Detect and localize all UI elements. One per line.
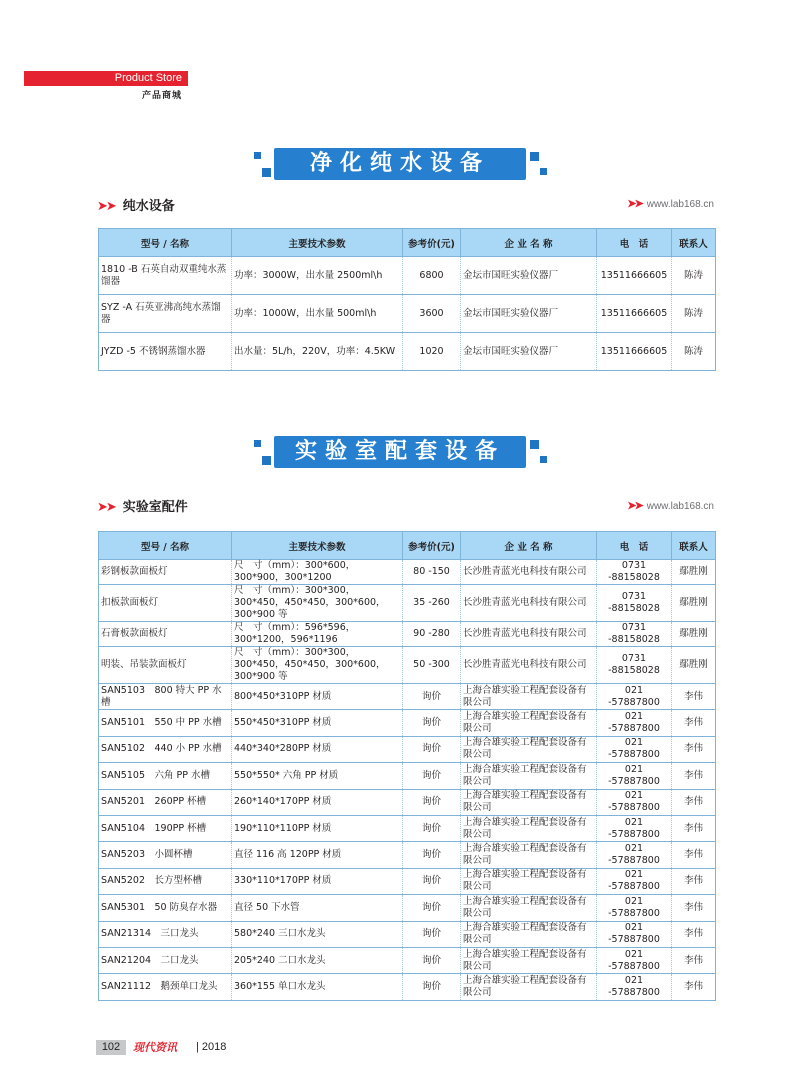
company-cell: 上海合雄实验工程配套设备有限公司: [461, 763, 597, 789]
table-row: [99, 842, 716, 868]
table-row: [99, 560, 716, 585]
spec-cell: 直径 50 下水管: [232, 895, 403, 921]
price-cell: 询价: [403, 842, 461, 868]
contact-cell: 陈涛: [672, 333, 716, 371]
model-name-cell: SAN5102 440 小 PP 水槽: [99, 736, 232, 762]
arrows-icon: ➤➤: [627, 500, 642, 512]
company-cell: 长沙胜青蓝光电科技有限公司: [461, 622, 597, 647]
spec-cell: 190*110*110PP 材质: [232, 815, 403, 841]
contact-cell: 李伟: [672, 684, 716, 710]
contact-cell: 李伟: [672, 736, 716, 762]
table-row: [99, 295, 716, 333]
phone-cell: 021 -57887800: [597, 710, 672, 736]
model-name-cell: SAN21314 三口龙头: [99, 921, 232, 947]
column-header: 型号 / 名称: [99, 532, 232, 560]
contact-cell: 李伟: [672, 815, 716, 841]
company-cell: 上海合雄实验工程配套设备有限公司: [461, 736, 597, 762]
company-cell: 上海合雄实验工程配套设备有限公司: [461, 842, 597, 868]
header-title: Product Store: [114, 72, 182, 84]
column-header: 企 业 名 称: [461, 532, 597, 560]
column-header: 参考价(元): [403, 532, 461, 560]
price-cell: 1020: [403, 333, 461, 371]
banner-title: 实验室配套设备: [274, 436, 526, 468]
company-cell: 上海合雄实验工程配套设备有限公司: [461, 868, 597, 894]
price-cell: 询价: [403, 763, 461, 789]
contact-cell: 李伟: [672, 947, 716, 973]
table-row: [99, 921, 716, 947]
spec-cell: 出水量：5L/h，220V，功率：4.5KW: [232, 333, 403, 371]
company-cell: 上海合雄实验工程配套设备有限公司: [461, 921, 597, 947]
phone-cell: 13511666605: [597, 257, 672, 295]
banner-title: 净化纯水设备: [274, 148, 526, 180]
spec-cell: 550*450*310PP 材质: [232, 710, 403, 736]
spec-cell: 尺 寸（mm）：596*596，300*1200，596*1196: [232, 622, 403, 647]
arrows-icon: ➤➤: [97, 199, 115, 214]
table-header-row: [99, 532, 716, 560]
phone-cell: 021 -57887800: [597, 947, 672, 973]
phone-cell: 021 -57887800: [597, 789, 672, 815]
section-title-2: ➤➤ 实验室配件: [97, 500, 188, 515]
product-table-2: [98, 531, 716, 1001]
model-name-cell: SAN5301 50 防臭存水器: [99, 895, 232, 921]
model-name-cell: 扣板款面板灯: [99, 585, 232, 622]
table-row: [99, 947, 716, 973]
model-name-cell: JYZD -5 不锈钢蒸馏水器: [99, 333, 232, 371]
price-cell: 询价: [403, 947, 461, 973]
column-header: 参考价(元): [403, 229, 461, 257]
phone-cell: 0731 -88158028: [597, 622, 672, 647]
phone-cell: 0731 -88158028: [597, 647, 672, 684]
model-name-cell: SAN5203 小圆杯槽: [99, 842, 232, 868]
table-row: [99, 684, 716, 710]
contact-cell: 李伟: [672, 763, 716, 789]
section-title-1: ➤➤ 纯水设备: [97, 199, 175, 214]
model-name-cell: SAN5101 550 中 PP 水槽: [99, 710, 232, 736]
model-name-cell: SAN21112 鹅颈单口龙头: [99, 974, 232, 1000]
spec-cell: 550*550* 六角 PP 材质: [232, 763, 403, 789]
company-cell: 长沙胜青蓝光电科技有限公司: [461, 560, 597, 585]
model-name-cell: 彩钢板款面板灯: [99, 560, 232, 585]
company-cell: 上海合雄实验工程配套设备有限公司: [461, 895, 597, 921]
contact-cell: 李伟: [672, 710, 716, 736]
table-row: [99, 710, 716, 736]
price-cell: 询价: [403, 789, 461, 815]
price-cell: 50 -300: [403, 647, 461, 684]
contact-cell: 李伟: [672, 921, 716, 947]
spec-cell: 360*155 单口水龙头: [232, 974, 403, 1000]
model-name-cell: SYZ -A 石英亚沸高纯水蒸馏器: [99, 295, 232, 333]
model-name-cell: SAN5103 800 特大 PP 水槽: [99, 684, 232, 710]
product-table-1: [98, 228, 716, 371]
phone-cell: 021 -57887800: [597, 974, 672, 1000]
contact-cell: 陈涛: [672, 257, 716, 295]
spec-cell: 尺 寸（mm）：300*300，300*450，450*450，300*600，300*900 等: [232, 585, 403, 622]
column-header: 电 话: [597, 532, 672, 560]
table-row: [99, 763, 716, 789]
spec-cell: 功率：3000W，出水量 2500ml\h: [232, 257, 403, 295]
company-cell: 上海合雄实验工程配套设备有限公司: [461, 710, 597, 736]
price-cell: 35 -260: [403, 585, 461, 622]
column-header: 企 业 名 称: [461, 229, 597, 257]
table-row: [99, 868, 716, 894]
spec-cell: 800*450*310PP 材质: [232, 684, 403, 710]
magazine-name: 现代资讯: [133, 1041, 177, 1054]
price-cell: 90 -280: [403, 622, 461, 647]
spec-cell: 直径 116 高 120PP 材质: [232, 842, 403, 868]
table-row: [99, 789, 716, 815]
model-name-cell: SAN5202 长方型杯槽: [99, 868, 232, 894]
phone-cell: 021 -57887800: [597, 736, 672, 762]
table-header-row: [99, 229, 716, 257]
phone-cell: 0731 -88158028: [597, 585, 672, 622]
table-row: [99, 736, 716, 762]
column-header: 联系人: [672, 229, 716, 257]
column-header: 型号 / 名称: [99, 229, 232, 257]
spec-cell: 260*140*170PP 材质: [232, 789, 403, 815]
phone-cell: 021 -57887800: [597, 684, 672, 710]
company-cell: 上海合雄实验工程配套设备有限公司: [461, 815, 597, 841]
page-number: 102: [96, 1040, 126, 1055]
price-cell: 询价: [403, 868, 461, 894]
site-link-2[interactable]: ➤➤ www.lab168.cn: [627, 500, 714, 512]
company-cell: 金坛市国旺实验仪器厂: [461, 257, 597, 295]
contact-cell: 李伟: [672, 842, 716, 868]
phone-cell: 13511666605: [597, 333, 672, 371]
company-cell: 长沙胜青蓝光电科技有限公司: [461, 585, 597, 622]
table-row: [99, 257, 716, 295]
phone-cell: 021 -57887800: [597, 921, 672, 947]
contact-cell: 李伟: [672, 974, 716, 1000]
company-cell: 上海合雄实验工程配套设备有限公司: [461, 684, 597, 710]
price-cell: 80 -150: [403, 560, 461, 585]
table-row: [99, 974, 716, 1000]
model-name-cell: SAN5105 六角 PP 水槽: [99, 763, 232, 789]
table-row: [99, 585, 716, 622]
header-bar: [24, 71, 188, 86]
table-row: [99, 622, 716, 647]
contact-cell: 陈涛: [672, 295, 716, 333]
contact-cell: 李伟: [672, 868, 716, 894]
company-cell: 金坛市国旺实验仪器厂: [461, 295, 597, 333]
price-cell: 询价: [403, 974, 461, 1000]
price-cell: 询价: [403, 710, 461, 736]
column-header: 电 话: [597, 229, 672, 257]
section-banner-2: [250, 434, 550, 470]
company-cell: 长沙胜青蓝光电科技有限公司: [461, 647, 597, 684]
spec-cell: 尺 寸（mm）：300*600，300*900，300*1200: [232, 560, 403, 585]
phone-cell: 021 -57887800: [597, 868, 672, 894]
model-name-cell: SAN5104 190PP 杯槽: [99, 815, 232, 841]
spec-cell: 330*110*170PP 材质: [232, 868, 403, 894]
price-cell: 询价: [403, 736, 461, 762]
price-cell: 3600: [403, 295, 461, 333]
arrows-icon: ➤➤: [627, 198, 642, 210]
contact-cell: 鄢胜刚: [672, 622, 716, 647]
spec-cell: 440*340*280PP 材质: [232, 736, 403, 762]
phone-cell: 021 -57887800: [597, 815, 672, 841]
contact-cell: 鄢胜刚: [672, 647, 716, 684]
company-cell: 上海合雄实验工程配套设备有限公司: [461, 947, 597, 973]
section-banner-1: [250, 146, 550, 182]
phone-cell: 021 -57887800: [597, 895, 672, 921]
phone-cell: 021 -57887800: [597, 842, 672, 868]
company-cell: 上海合雄实验工程配套设备有限公司: [461, 974, 597, 1000]
model-name-cell: SAN21204 二口龙头: [99, 947, 232, 973]
price-cell: 询价: [403, 921, 461, 947]
price-cell: 询价: [403, 684, 461, 710]
contact-cell: 鄢胜刚: [672, 585, 716, 622]
column-header: 主要技术参数: [232, 532, 403, 560]
spec-cell: 功率：1000W，出水量 500ml\h: [232, 295, 403, 333]
model-name-cell: 1810 -B 石英自动双重纯水蒸馏器: [99, 257, 232, 295]
company-cell: 金坛市国旺实验仪器厂: [461, 333, 597, 371]
phone-cell: 0731 -88158028: [597, 560, 672, 585]
table-row: [99, 815, 716, 841]
contact-cell: 李伟: [672, 895, 716, 921]
company-cell: 上海合雄实验工程配套设备有限公司: [461, 789, 597, 815]
footer-year: | 2018: [196, 1041, 227, 1053]
table-row: [99, 647, 716, 684]
header-subtitle: 产品商城: [141, 91, 182, 101]
arrows-icon: ➤➤: [97, 500, 115, 515]
contact-cell: 鄢胜刚: [672, 560, 716, 585]
site-link-1[interactable]: ➤➤ www.lab168.cn: [627, 198, 714, 210]
price-cell: 询价: [403, 895, 461, 921]
phone-cell: 13511666605: [597, 295, 672, 333]
table-row: [99, 895, 716, 921]
spec-cell: 580*240 三口水龙头: [232, 921, 403, 947]
contact-cell: 李伟: [672, 789, 716, 815]
model-name-cell: 石膏板款面板灯: [99, 622, 232, 647]
price-cell: 询价: [403, 815, 461, 841]
model-name-cell: SAN5201 260PP 杯槽: [99, 789, 232, 815]
spec-cell: 205*240 二口水龙头: [232, 947, 403, 973]
table-row: [99, 333, 716, 371]
column-header: 联系人: [672, 532, 716, 560]
price-cell: 6800: [403, 257, 461, 295]
model-name-cell: 明装、吊装款面板灯: [99, 647, 232, 684]
phone-cell: 021 -57887800: [597, 763, 672, 789]
spec-cell: 尺 寸（mm）：300*300，300*450，450*450，300*600，300*900 等: [232, 647, 403, 684]
column-header: 主要技术参数: [232, 229, 403, 257]
